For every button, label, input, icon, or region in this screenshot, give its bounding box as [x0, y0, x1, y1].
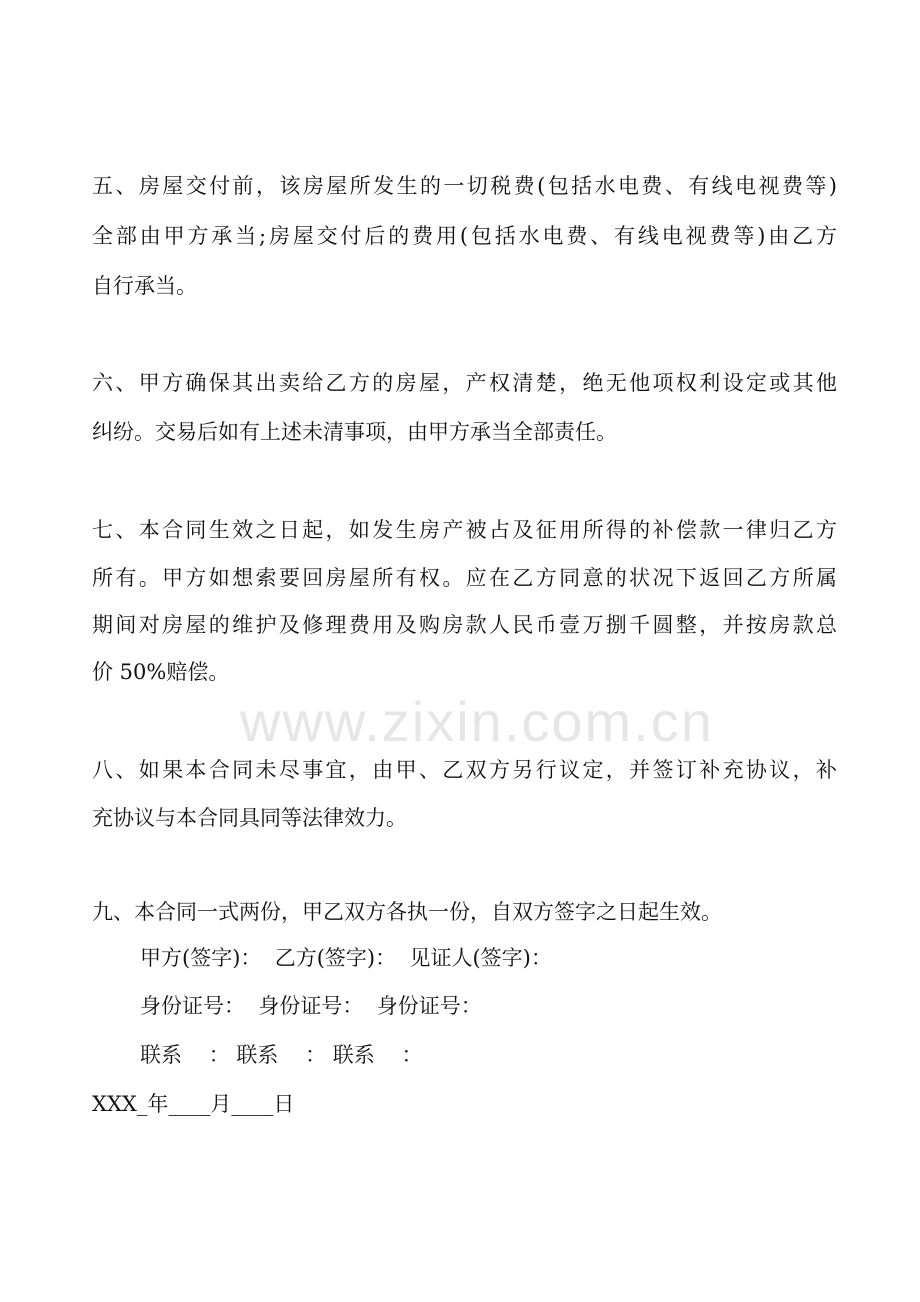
date-line: XXX_年____月____日	[92, 1092, 295, 1116]
clause-line: 期间对房屋的维护及修理费用及购房款人民币壹万捌千圆整，并按房款总	[92, 613, 837, 637]
watermark: www.zixin.com.cn	[240, 690, 714, 753]
clause-line: 纠纷。交易后如有上述未清事项，由甲方承当全部责任。	[92, 420, 617, 444]
clause-line: 七、本合同生效之日起，如发生房产被占及征用所得的补偿款一律归乙方	[92, 518, 837, 542]
id-number-row: 身份证号： 身份证号： 身份证号：	[140, 994, 482, 1018]
clause-line: 九、本合同一式两份，甲乙双方各执一份，自双方签字之日起生效。	[92, 900, 722, 924]
clause-line: 八、如果本合同未尽事宜，由甲、乙双方另行议定，并签订补充协议，补	[92, 758, 837, 782]
clause-line: 价 50%赔偿。	[92, 660, 230, 684]
clause-line: 所有。甲方如想索要回房屋所有权。应在乙方同意的状况下返回乙方所属	[92, 566, 837, 590]
clause-line: 充协议与本合同具同等法律效力。	[92, 806, 407, 830]
clause-line: 五、房屋交付前，该房屋所发生的一切税费(包括水电费、有线电视费等)	[92, 174, 837, 198]
signature-row: 甲方(签字)： 乙方(签字)： 见证人(签字)：	[140, 946, 552, 970]
clause-line: 全部由甲方承当;房屋交付后的费用(包括水电费、有线电视费等)由乙方	[92, 224, 837, 248]
clause-line: 自行承当。	[92, 274, 197, 298]
contact-row: 联系 ： 联系 ： 联系 ：	[140, 1043, 423, 1067]
clause-line: 六、甲方确保其出卖给乙方的房屋，产权清楚，绝无他项权利设定或其他	[92, 371, 837, 395]
